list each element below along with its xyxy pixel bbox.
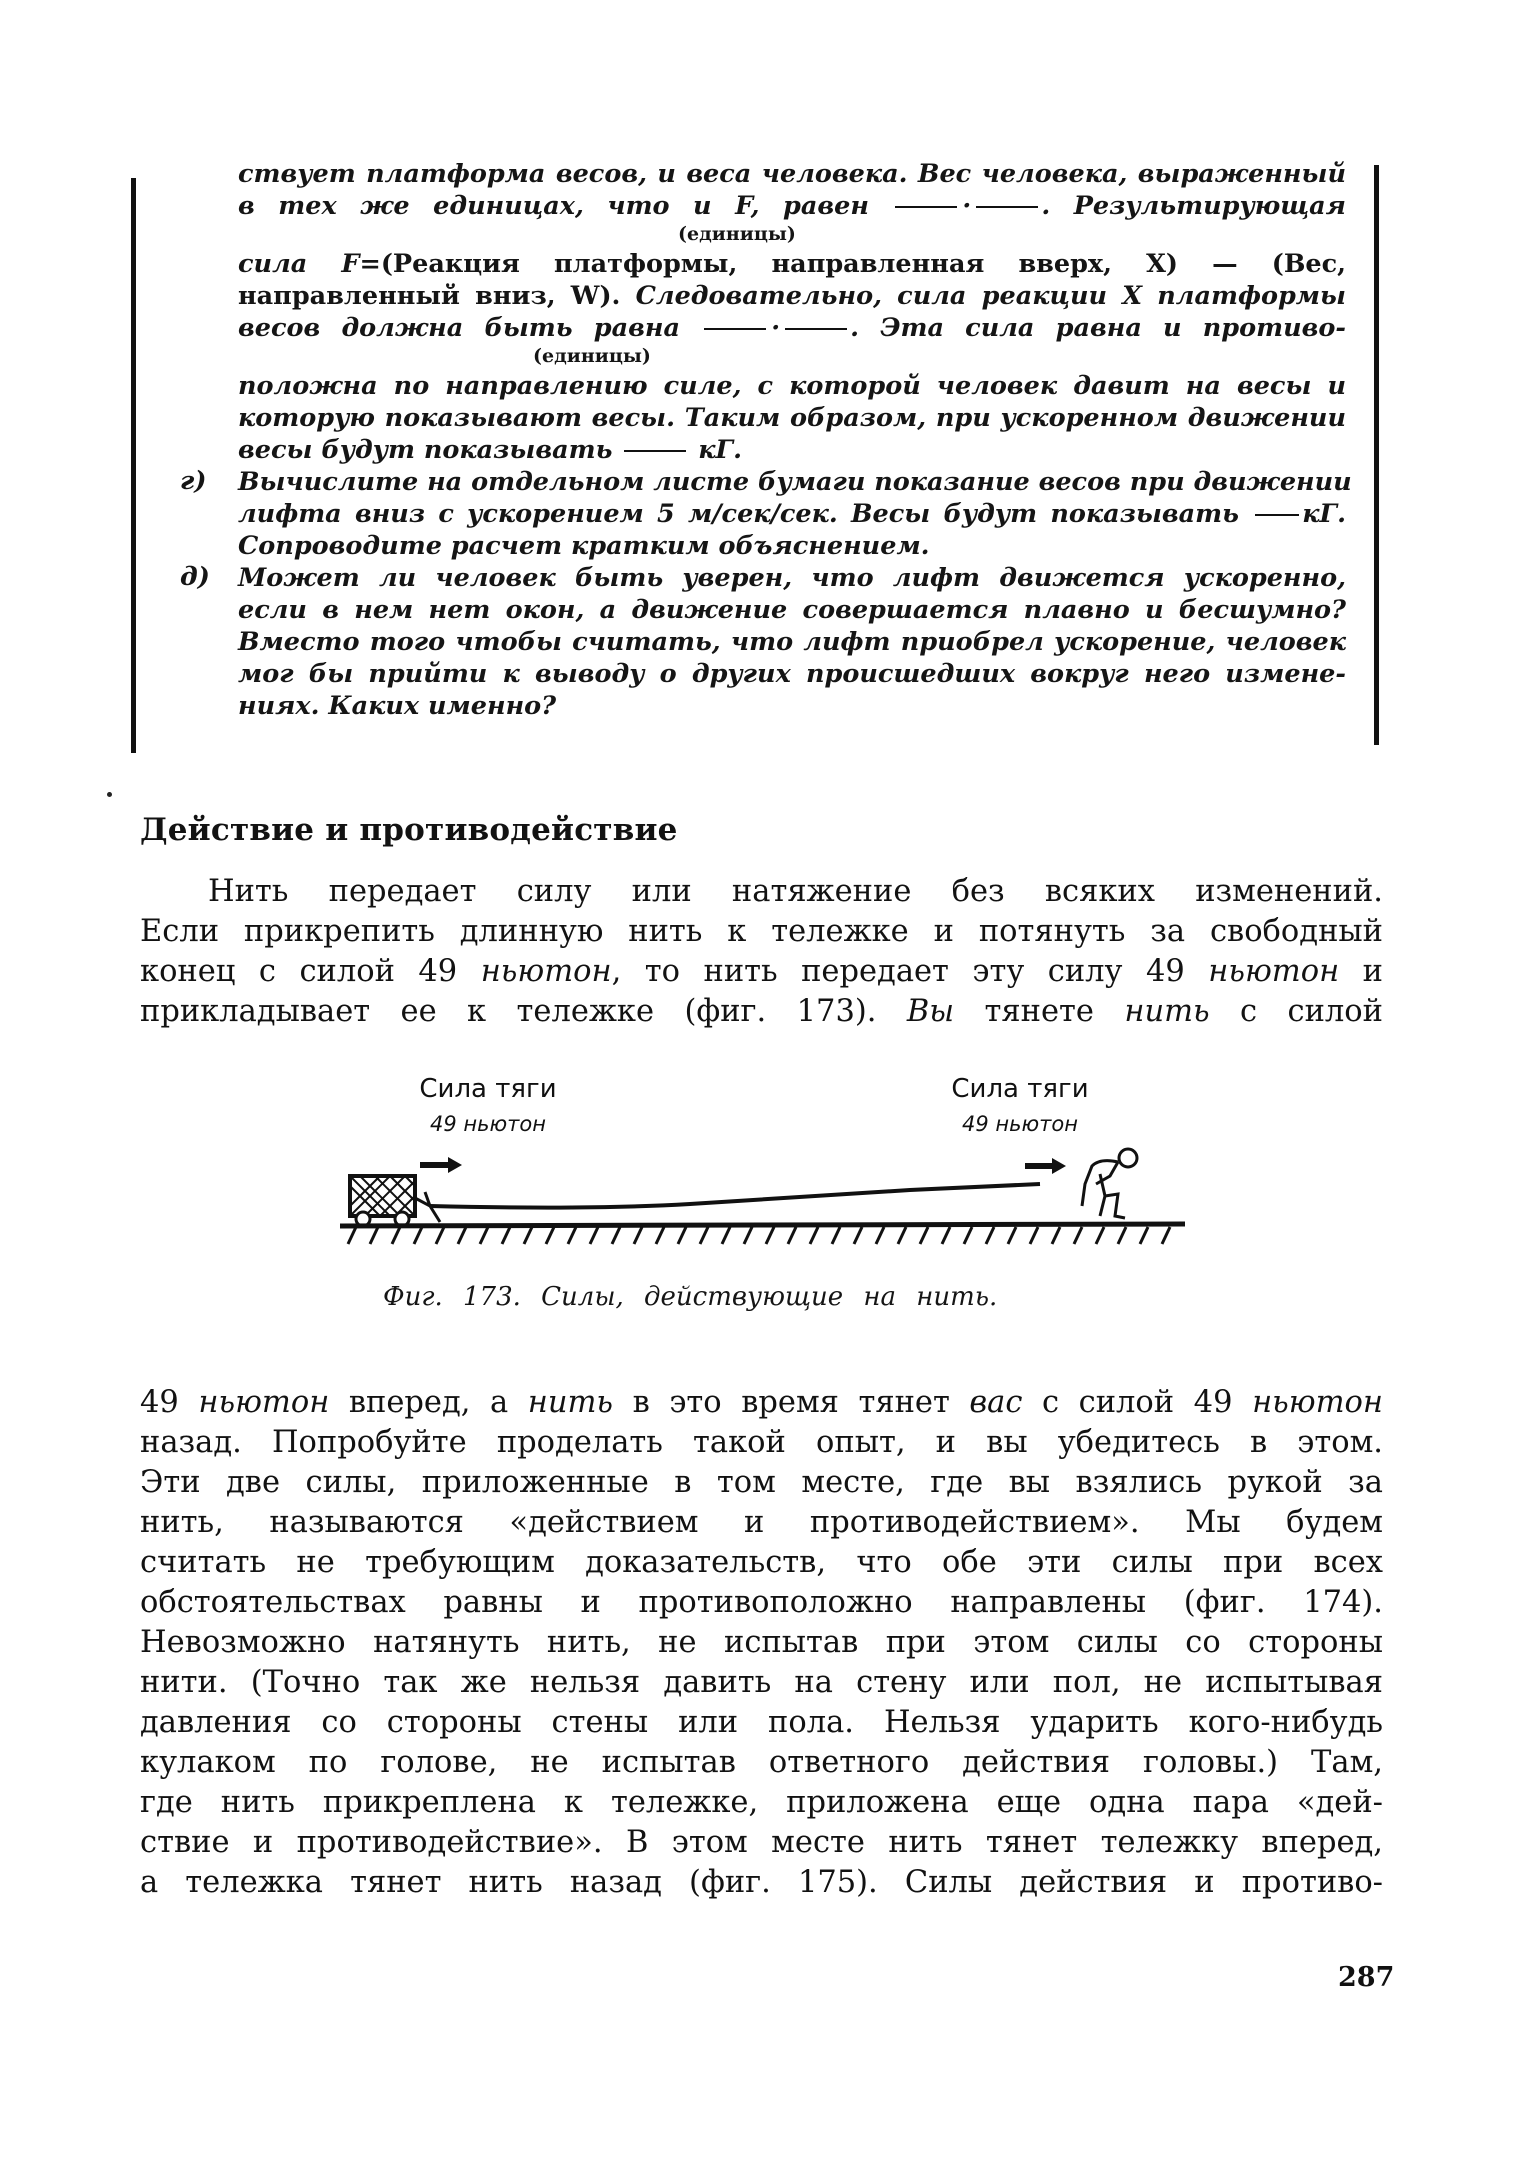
answer-blank — [624, 450, 686, 452]
paragraph-1 — [140, 872, 1383, 1032]
hatch-mark — [612, 1227, 620, 1244]
arrow-right-icon — [1025, 1158, 1066, 1174]
hatch-mark — [414, 1227, 422, 1244]
hatch-mark — [1118, 1227, 1126, 1244]
units-label: (единицы) — [533, 345, 651, 367]
exercise-line: которую показывают весы. Таким образом, при ускоренном движении — [238, 403, 1346, 433]
text-line: где нить прикреплена к тележке, приложена еще одна пара «дей- — [140, 1785, 1383, 1820]
hatch-mark — [546, 1227, 554, 1244]
text-line: нить, называются «действием и противодействием». Мы будем — [140, 1505, 1383, 1540]
hatch-mark — [590, 1227, 598, 1244]
hatch-mark — [348, 1227, 356, 1244]
hatch-mark — [986, 1227, 994, 1244]
exercise-line: в тех же единицах, что и F, равен · . Результирующая — [238, 191, 1346, 221]
exercise-line: мог бы прийти к выводу о других происшедших вокруг него измене- — [238, 659, 1346, 689]
ground-line — [340, 1224, 1185, 1226]
hatch-mark — [1074, 1227, 1082, 1244]
answer-blank — [1255, 514, 1299, 516]
hatch-mark — [700, 1227, 708, 1244]
string-line — [430, 1184, 1040, 1208]
figure-drawing — [340, 1066, 1200, 1266]
exercise-line: сила F=(Реакция платформы, направленная вверх, X) — (Вес, — [238, 249, 1346, 279]
hatch-mark — [876, 1227, 884, 1244]
exercise-item-d — [180, 562, 1346, 722]
left-force-label: Сила тяги 49 ньютон — [419, 1074, 557, 1136]
hatch-mark — [634, 1227, 642, 1244]
text-line: ствие и противодействие». В этом месте нить тянет тележку вперед, — [140, 1825, 1383, 1860]
text-line: Нить передает силу или натяжение без всяких изменений. — [208, 874, 1383, 909]
answer-blank — [785, 328, 847, 330]
text-line: 49 ньютон вперед, а нить в это время тянет вас с силой 49 ньютон — [140, 1385, 1383, 1420]
text-line: прикладывает ее к тележке (фиг. 173). Вы тянете нить с силой — [140, 994, 1383, 1029]
hatch-mark — [502, 1227, 510, 1244]
right-force-label: Сила тяги 49 ньютон — [951, 1074, 1089, 1136]
cart-icon — [350, 1176, 440, 1226]
text-line: кулаком по голове, не испытав ответного действия головы.) Там, — [140, 1745, 1383, 1780]
units-label: (единицы) — [678, 223, 796, 245]
hatch-mark — [898, 1227, 906, 1244]
text-line: обстоятельствах равны и противоположно направлены (фиг. 174). — [140, 1585, 1383, 1620]
hatch-mark — [744, 1227, 752, 1244]
hatch-mark — [458, 1227, 466, 1244]
exercise-line: направленный вниз, W). Следовательно, сила реакции X платформы — [238, 281, 1346, 311]
hatch-mark — [942, 1227, 950, 1244]
hatch-mark — [722, 1227, 730, 1244]
hatch-mark — [964, 1227, 972, 1244]
hatch-mark — [436, 1227, 444, 1244]
answer-blank — [704, 328, 766, 330]
answer-blank — [895, 206, 957, 208]
hatch-mark — [810, 1227, 818, 1244]
text-line: считать не требующим доказательств, что обе эти силы при всех — [140, 1545, 1383, 1580]
exercise-line: Может ли человек быть уверен, что лифт движется ускоренно, — [238, 563, 1346, 593]
text-line: назад. Попробуйте проделать такой опыт, и вы убедитесь в этом. — [140, 1425, 1383, 1460]
text-line: Невозможно натянуть нить, не испытав при этом силы со стороны — [140, 1625, 1383, 1660]
exercise-line: Сопроводите расчет кратким объяснением. — [238, 531, 930, 561]
exercise-line: Вычислите на отдельном листе бумаги показание весов при движении — [238, 467, 1352, 497]
hatch-mark — [1030, 1227, 1038, 1244]
hatch-mark — [524, 1227, 532, 1244]
hatch-mark — [480, 1227, 488, 1244]
exercise-line: если в нем нет окон, а движение совершается плавно и бесшумно? — [238, 595, 1346, 625]
text-line: давления со стороны стены или пола. Нельзя ударить кого-нибудь — [140, 1705, 1383, 1740]
hatch-mark — [370, 1227, 378, 1244]
exercise-box — [180, 158, 1352, 722]
page-number: 287 — [1338, 1962, 1395, 1993]
hatch-mark — [1096, 1227, 1104, 1244]
hatch-mark — [678, 1227, 686, 1244]
hatch-mark — [920, 1227, 928, 1244]
text-line: конец с силой 49 ньютон, то нить передает эту силу 49 ньютон и — [140, 954, 1383, 989]
exercise-line: Вместо того чтобы считать, что лифт приобрел ускорение, человек — [238, 627, 1346, 657]
hatch-mark — [392, 1227, 400, 1244]
exercise-box-right-rule — [1374, 165, 1379, 745]
answer-blank — [976, 206, 1038, 208]
exercise-line: положна по направлению силе, с которой человек давит на весы и — [238, 371, 1346, 401]
exercise-line: весов должна быть равна · . Эта сила равна и противо- — [238, 313, 1347, 343]
text-line: нити. (Точно так же нельзя давить на стену или пол, не испытывая — [140, 1665, 1383, 1700]
figure-caption: Фиг. 173. Силы, действующие на нить. — [383, 1282, 998, 1312]
person-pulling-icon — [1082, 1149, 1137, 1218]
margin-dot — [107, 792, 112, 797]
hatch-mark — [1052, 1227, 1060, 1244]
exercise-line: ствует платформа весов, и веса человека. Вес человека, выраженный — [238, 159, 1346, 189]
exercise-item-g — [180, 466, 1352, 562]
exercise-line: лифта вниз с ускорением 5 м/сек/сек. Весы будут показывать кГ. — [238, 499, 1346, 529]
exercise-box-left-rule — [131, 178, 136, 753]
hatch-mark — [656, 1227, 664, 1244]
hatch-mark — [788, 1227, 796, 1244]
hatch-mark — [766, 1227, 774, 1244]
text-line: а тележка тянет нить назад (фиг. 175). Силы действия и противо- — [140, 1865, 1383, 1900]
ground-hatching — [348, 1227, 1170, 1244]
paragraph-2 — [140, 1383, 1383, 1903]
item-marker: д) — [180, 562, 210, 592]
exercise-line: ниях. Каких именно? — [238, 691, 557, 721]
section-title: Действие и противодействие — [140, 812, 678, 848]
item-marker: г) — [180, 466, 207, 496]
hatch-mark — [1140, 1227, 1148, 1244]
hatch-mark — [854, 1227, 862, 1244]
arrow-right-icon — [420, 1157, 462, 1173]
text-line: Если прикрепить длинную нить к тележке и потянуть за свободный — [140, 914, 1383, 949]
hatch-mark — [1162, 1227, 1170, 1244]
hatch-mark — [1008, 1227, 1016, 1244]
hatch-mark — [832, 1227, 840, 1244]
text-line: Эти две силы, приложенные в том месте, где вы взялись рукой за — [140, 1465, 1383, 1500]
hatch-mark — [568, 1227, 576, 1244]
exercise-line: весы будут показывать кГ. — [238, 435, 742, 465]
